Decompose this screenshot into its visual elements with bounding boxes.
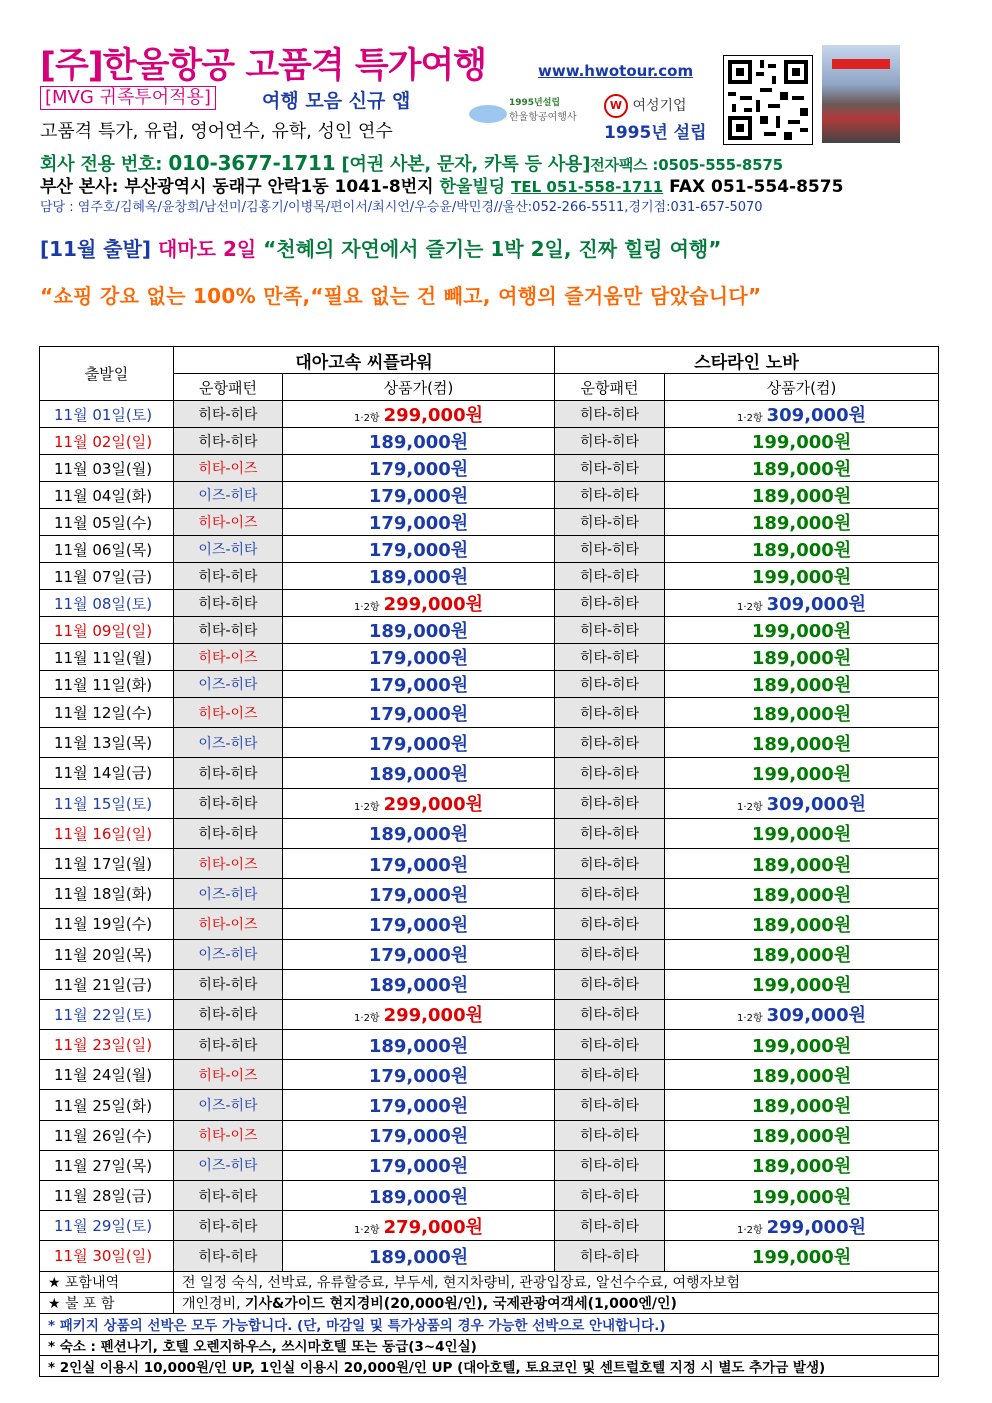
ship1-pattern: 히타-히타 — [174, 999, 283, 1029]
building-photo — [822, 45, 900, 143]
table-row — [40, 758, 939, 788]
women-business-label: 여성기업 — [632, 98, 687, 114]
ship2-price-value: 199,000원 — [751, 763, 852, 785]
ship2-pattern: 히타-히타 — [555, 401, 665, 428]
ship2-pattern: 히타-히타 — [555, 788, 665, 818]
logo-company: 한울항공여행사 — [509, 112, 577, 123]
ship2-price — [665, 969, 939, 999]
ship1-price — [283, 788, 555, 818]
ship2-price-value: 189,000원 — [751, 854, 852, 876]
table-row — [40, 428, 939, 455]
departure-date: 11월 28일(금) — [40, 1181, 174, 1211]
included-text: 전 일정 숙식, 선박료, 유류할증료, 부두세, 현지차량비, 관광입장료, 알선수수료, 여행자보험 — [174, 1271, 939, 1292]
departure-date: 11월 12일(수) — [40, 698, 174, 728]
table-row — [40, 818, 939, 848]
ship1-pattern: 이즈-히타 — [174, 671, 283, 698]
ship1-price-value: 179,000원 — [368, 513, 469, 534]
ship2-price — [665, 879, 939, 909]
table-row — [40, 617, 939, 644]
hanul-logo — [467, 95, 597, 131]
ship2-price — [665, 482, 939, 509]
ship1-price — [283, 563, 555, 590]
ship2-pattern: 히타-히타 — [555, 1211, 665, 1241]
departure-date: 11월 23일(일) — [40, 1030, 174, 1060]
table-row — [40, 698, 939, 728]
ship1-pattern: 히타-이즈 — [174, 848, 283, 878]
ship2-pattern: 히타-히타 — [555, 848, 665, 878]
ship2-price — [665, 1150, 939, 1180]
ship2-price-value: 309,000원 — [766, 594, 866, 615]
women-business-icon: W — [604, 94, 628, 118]
ship1-pattern: 히타-이즈 — [174, 909, 283, 939]
ship2-price — [665, 1211, 939, 1241]
ship2-pattern: 히타-히타 — [555, 455, 665, 482]
schedule-rows — [40, 401, 939, 1272]
ship2-price — [665, 1030, 939, 1060]
ship1-price — [283, 644, 555, 671]
ship1-pattern: 이즈-히타 — [174, 879, 283, 909]
ship2-price — [665, 563, 939, 590]
efax: 전자팩스 :0505-555-8575 — [590, 156, 783, 174]
table-row — [40, 509, 939, 536]
ship1-price — [283, 999, 555, 1029]
headline — [40, 233, 721, 262]
hq-address: 부산 본사: 부산광역시 동래구 안락1동 1041-8번지 — [40, 177, 434, 197]
table-row — [40, 728, 939, 758]
building-name: 한울빌딩 — [439, 177, 506, 197]
ship2-pattern: 히타-히타 — [555, 758, 665, 788]
ship2-pattern: 히타-히타 — [555, 909, 665, 939]
ship1-price-value: 179,000원 — [368, 648, 469, 669]
ship1-price — [283, 698, 555, 728]
ship2-pattern: 히타-히타 — [555, 1150, 665, 1180]
ship2-price-value: 189,000원 — [751, 513, 852, 534]
ship2-price — [665, 909, 939, 939]
ship1-price-value: 299,000원 — [383, 1005, 483, 1027]
ship2-price-value: 309,000원 — [766, 405, 866, 426]
excluded-guide: 기사&가이드 현지경비(20,000원/인), 국제관광여객세(1,000엔/인) — [245, 1295, 677, 1312]
col-departure-date: 출발일 — [40, 347, 174, 401]
ship2-price-value: 199,000원 — [751, 824, 852, 846]
ship2-price-value: 199,000원 — [751, 567, 852, 588]
table-row — [40, 969, 939, 999]
ship1-price-value: 179,000원 — [368, 914, 469, 936]
ship1-price — [283, 969, 555, 999]
ship2-pattern: 히타-히타 — [555, 617, 665, 644]
price-prefix: 1·2항 — [354, 602, 380, 613]
ship2-pattern: 히타-히타 — [555, 728, 665, 758]
ship1-price-value: 179,000원 — [368, 486, 469, 507]
ship1-price — [283, 1060, 555, 1090]
ship1-price-value: 179,000원 — [368, 1065, 469, 1087]
departure-date: 11월 01일(토) — [40, 401, 174, 428]
ship1-pattern: 히타-이즈 — [174, 698, 283, 728]
ship2-pattern: 히타-히타 — [555, 1030, 665, 1060]
note-lodging: * 숙소 : 펜션나기, 호텔 오렌지하우스, 쓰시마호텔 또는 동급(3~4인실) — [40, 1334, 939, 1355]
excluded-label: ★ 불 포 함 — [40, 1292, 174, 1313]
ship1-price-value: 189,000원 — [368, 1186, 469, 1208]
table-row — [40, 999, 939, 1029]
ship1-pattern: 이즈-히타 — [174, 482, 283, 509]
ship1-pattern: 이즈-히타 — [174, 1150, 283, 1180]
established-label: 1995년 설립 — [604, 123, 707, 143]
departure-date: 11월 11일(월) — [40, 644, 174, 671]
table-row — [40, 848, 939, 878]
departure-date: 11월 22일(토) — [40, 999, 174, 1029]
company-phone[interactable]: 010-3677-1711 — [168, 151, 336, 175]
ship1-price — [283, 909, 555, 939]
departure-date: 11월 30일(일) — [40, 1241, 174, 1271]
ship1-price — [283, 455, 555, 482]
table-row — [40, 1241, 939, 1271]
ship2-price — [665, 617, 939, 644]
ship2-price — [665, 1060, 939, 1090]
ship2-price — [665, 1181, 939, 1211]
ship1-pattern: 히타-히타 — [174, 563, 283, 590]
ship2-price-value: 199,000원 — [751, 621, 852, 642]
ship1-price-value: 189,000원 — [368, 975, 469, 997]
ship1-price-value: 189,000원 — [368, 763, 469, 785]
ship1-price — [283, 1090, 555, 1120]
ship1-price — [283, 428, 555, 455]
ship1-price — [283, 1181, 555, 1211]
departure-date: 11월 26일(수) — [40, 1120, 174, 1150]
table-row — [40, 1181, 939, 1211]
ship1-price-value: 299,000원 — [383, 594, 483, 615]
price-prefix: 1·2항 — [737, 802, 763, 814]
ship1-pattern: 이즈-히타 — [174, 1090, 283, 1120]
table-row — [40, 401, 939, 428]
ship2-pattern: 히타-히타 — [555, 818, 665, 848]
ship2-price-value: 189,000원 — [751, 1126, 852, 1148]
ship2-price — [665, 848, 939, 878]
logo-year: 1995년설립 — [509, 98, 561, 108]
table-row — [40, 1060, 939, 1090]
table-row — [40, 788, 939, 818]
subtitle: 고품격 특가, 유럽, 영어연수, 유학, 성인 연수 — [40, 121, 393, 142]
ship2-price — [665, 428, 939, 455]
ship2-pattern: 히타-히타 — [555, 999, 665, 1029]
ship1-price — [283, 590, 555, 617]
ship1-pattern: 히타-히타 — [174, 1241, 283, 1271]
ship1-pattern: 히타-히타 — [174, 428, 283, 455]
ship1-price — [283, 818, 555, 848]
table-row — [40, 1150, 939, 1180]
ship1-price-value: 189,000원 — [368, 1246, 469, 1268]
ship1-pattern: 히타-이즈 — [174, 1060, 283, 1090]
price-prefix: 1·2항 — [354, 413, 380, 424]
table-row — [40, 644, 939, 671]
note-ship: * 패키지 상품의 선박은 모두 가능합니다. (단, 마감일 및 특가상품의 경우 가능한 선박으로 안내합니다.) — [40, 1313, 939, 1334]
ship1-price-value: 189,000원 — [368, 621, 469, 642]
ship2-price — [665, 671, 939, 698]
ship2-price-value: 189,000원 — [751, 648, 852, 669]
departure-date: 11월 05일(수) — [40, 509, 174, 536]
ship2-price — [665, 509, 939, 536]
ship1-pattern: 히타-히타 — [174, 788, 283, 818]
page-title: [주]한울항공 고품격 특가여행 — [40, 46, 487, 86]
ship2-price-value: 309,000원 — [766, 1005, 866, 1027]
ship1-price-value: 179,000원 — [368, 854, 469, 876]
ship1-price — [283, 728, 555, 758]
excluded-text — [174, 1292, 939, 1313]
ship2-price — [665, 939, 939, 969]
ship2-price-value: 199,000원 — [751, 1035, 852, 1057]
airplane-logo-icon — [469, 105, 507, 123]
company-phone-label: 회사 전용 번호: — [40, 154, 163, 175]
departure-date: 11월 06일(목) — [40, 536, 174, 563]
ship2-price — [665, 788, 939, 818]
price-prefix: 1·2항 — [737, 602, 763, 613]
ship1-price-value: 179,000원 — [368, 703, 469, 725]
ship1-price — [283, 1120, 555, 1150]
ship1-price — [283, 1150, 555, 1180]
ship2-price-value: 199,000원 — [751, 1246, 852, 1268]
ship1-price-value: 179,000원 — [368, 1096, 469, 1118]
departure-date: 11월 17일(월) — [40, 848, 174, 878]
ship1-pattern: 히타-이즈 — [174, 455, 283, 482]
ship1-price-value: 279,000원 — [383, 1216, 483, 1238]
ship1-pattern: 히타-이즈 — [174, 1120, 283, 1150]
ship2-pattern: 히타-히타 — [555, 671, 665, 698]
ship2-pattern: 히타-히타 — [555, 879, 665, 909]
ship2-price — [665, 644, 939, 671]
table-row — [40, 909, 939, 939]
table-row — [40, 590, 939, 617]
departure-date: 11월 07일(금) — [40, 563, 174, 590]
ship1-price — [283, 1211, 555, 1241]
departure-date: 11월 04일(화) — [40, 482, 174, 509]
qr-code-icon[interactable] — [723, 55, 813, 145]
ship2-price — [665, 455, 939, 482]
website-link[interactable]: www.hwotour.com — [538, 62, 694, 80]
ship2-price-value: 189,000원 — [751, 540, 852, 561]
departure-date: 11월 03일(월) — [40, 455, 174, 482]
ship2-price-value: 189,000원 — [751, 733, 852, 755]
ship1-pattern: 히타-히타 — [174, 1211, 283, 1241]
tagline: “쇼핑 강요 없는 100% 만족,“필요 없는 건 빼고, 여행의 즐거움만 담았습니다” — [40, 284, 762, 308]
ship1-pattern: 히타-히타 — [174, 818, 283, 848]
ship2-pattern: 히타-히타 — [555, 428, 665, 455]
price-prefix: 1·2항 — [737, 413, 763, 424]
ship1-price-value: 179,000원 — [368, 884, 469, 906]
ship1-price — [283, 671, 555, 698]
ship2-col-pattern: 운항패턴 — [555, 374, 665, 401]
ship1-price-value: 189,000원 — [368, 432, 469, 453]
departure-date: 11월 24일(월) — [40, 1060, 174, 1090]
departure-date: 11월 21일(금) — [40, 969, 174, 999]
ship1-price — [283, 939, 555, 969]
ship1-price-value: 179,000원 — [368, 540, 469, 561]
ship1-price-value: 189,000원 — [368, 567, 469, 588]
price-prefix: 1·2항 — [354, 1224, 380, 1236]
ship2-price-value: 189,000원 — [751, 945, 852, 967]
ship1-pattern: 히타-히타 — [174, 969, 283, 999]
ship1-price-value: 179,000원 — [368, 733, 469, 755]
ship1-pattern: 히타-히타 — [174, 617, 283, 644]
ship1-price — [283, 401, 555, 428]
ship2-price-value: 189,000원 — [751, 703, 852, 725]
ship2-price — [665, 590, 939, 617]
departure-date: 11월 18일(화) — [40, 879, 174, 909]
ship2-pattern: 히타-히타 — [555, 698, 665, 728]
table-row — [40, 1090, 939, 1120]
departure-date: 11월 09일(일) — [40, 617, 174, 644]
ship2-price — [665, 758, 939, 788]
departure-date: 11월 16일(일) — [40, 818, 174, 848]
price-prefix: 1·2항 — [737, 1013, 763, 1025]
table-row — [40, 879, 939, 909]
table-row — [40, 536, 939, 563]
table-row — [40, 482, 939, 509]
table-row — [40, 671, 939, 698]
ship1-price — [283, 536, 555, 563]
included-label: ★ 포함내역 — [40, 1271, 174, 1292]
ship1-price-value: 179,000원 — [368, 675, 469, 696]
ship2-price — [665, 401, 939, 428]
ship1-col-pattern: 운항패턴 — [174, 374, 283, 401]
ship2-header: 스타라인 노바 — [555, 347, 939, 374]
ship2-price — [665, 999, 939, 1029]
ship2-price — [665, 1120, 939, 1150]
ship1-pattern: 이즈-히타 — [174, 728, 283, 758]
ship2-pattern: 히타-히타 — [555, 536, 665, 563]
ship2-price-value: 189,000원 — [751, 486, 852, 507]
ship2-pattern: 히타-히타 — [555, 969, 665, 999]
ship2-price — [665, 728, 939, 758]
ship2-price-value: 189,000원 — [751, 914, 852, 936]
ship1-pattern: 이즈-히타 — [174, 536, 283, 563]
ship1-price-value: 179,000원 — [368, 1126, 469, 1148]
ship1-price — [283, 848, 555, 878]
price-prefix: 1·2항 — [354, 1013, 380, 1025]
ship2-pattern: 히타-히타 — [555, 563, 665, 590]
departure-date: 11월 25일(화) — [40, 1090, 174, 1120]
ship2-price — [665, 1241, 939, 1271]
departure-date: 11월 20일(목) — [40, 939, 174, 969]
women-business-logo — [604, 94, 687, 118]
ship1-price — [283, 758, 555, 788]
mvg-tag: [MVG 귀족투어적용] — [40, 86, 216, 110]
departure-date: 11월 14일(금) — [40, 758, 174, 788]
ship1-price — [283, 879, 555, 909]
ship2-price-value: 189,000원 — [751, 884, 852, 906]
ship2-pattern: 히타-히타 — [555, 482, 665, 509]
ship1-pattern: 히타-이즈 — [174, 644, 283, 671]
ship2-price — [665, 1090, 939, 1120]
ship2-pattern: 히타-히타 — [555, 590, 665, 617]
ship2-col-price: 상품가(컴) — [665, 374, 939, 401]
tel-number[interactable]: TEL 051-558-1711 — [511, 178, 664, 196]
table-row — [40, 1120, 939, 1150]
note-room-upgrade: * 2인실 이용시 10,000원/인 UP, 1인실 이용시 20,000원/인 UP (대아호텔, 토요코인 및 센트럴호텔 지정 시 별도 추가금 발생) — [40, 1355, 939, 1376]
ship1-price — [283, 1030, 555, 1060]
staff-list: 담당 : 염주호/김혜옥/윤창희/남선미/김홍기/이병목/편이서/최시언/우승윤/박민경//울산:052-266-5511,경기점:031-657-5070 — [40, 200, 763, 215]
ship1-pattern: 히타-히타 — [174, 1181, 283, 1211]
ship1-price — [283, 509, 555, 536]
ship1-pattern: 이즈-히타 — [174, 939, 283, 969]
ship2-price-value: 189,000원 — [751, 1096, 852, 1118]
ship1-pattern: 히타-히타 — [174, 1030, 283, 1060]
table-row — [40, 563, 939, 590]
ship1-price-value: 179,000원 — [368, 945, 469, 967]
ship1-price-value: 179,000원 — [368, 1156, 469, 1178]
ship2-price — [665, 536, 939, 563]
ship2-pattern: 히타-히타 — [555, 1090, 665, 1120]
ship2-price — [665, 698, 939, 728]
ship2-price-value: 189,000원 — [751, 1065, 852, 1087]
ship1-price-value: 299,000원 — [383, 794, 483, 816]
ship2-pattern: 히타-히타 — [555, 1060, 665, 1090]
departure-date: 11월 15일(토) — [40, 788, 174, 818]
price-prefix: 1·2항 — [737, 1224, 763, 1236]
table-row — [40, 939, 939, 969]
departure-date: 11월 29일(토) — [40, 1211, 174, 1241]
headline-month: [11월 출발] — [40, 237, 152, 261]
price-prefix: 1·2항 — [354, 802, 380, 814]
ship1-price — [283, 617, 555, 644]
departure-date: 11월 13일(목) — [40, 728, 174, 758]
ship2-pattern: 히타-히타 — [555, 939, 665, 969]
departure-date: 11월 11일(화) — [40, 671, 174, 698]
departure-date: 11월 08일(토) — [40, 590, 174, 617]
ship2-price-value: 199,000원 — [751, 432, 852, 453]
ship2-price — [665, 818, 939, 848]
ship1-price-value: 189,000원 — [368, 1035, 469, 1057]
ship2-price-value: 199,000원 — [751, 1186, 852, 1208]
ship2-price-value: 189,000원 — [751, 1156, 852, 1178]
ship1-pattern: 히타-이즈 — [174, 509, 283, 536]
departure-date: 11월 19일(수) — [40, 909, 174, 939]
ship2-pattern: 히타-히타 — [555, 1181, 665, 1211]
ship1-col-price: 상품가(컴) — [283, 374, 555, 401]
ship1-price-value: 299,000원 — [383, 405, 483, 426]
ship1-price-value: 189,000원 — [368, 824, 469, 846]
ship2-pattern: 히타-히타 — [555, 1120, 665, 1150]
ship1-pattern: 히타-히타 — [174, 758, 283, 788]
excluded-personal: 개인경비, — [182, 1295, 245, 1312]
ship1-price — [283, 1241, 555, 1271]
departure-date: 11월 02일(일) — [40, 428, 174, 455]
app-label: 여행 모음 신규 앱 — [262, 90, 411, 112]
phone-note: [여권 사본, 문자, 카톡 등 사용] — [341, 154, 591, 175]
ship2-price-value: 309,000원 — [766, 794, 866, 816]
ship2-price-value: 299,000원 — [766, 1216, 866, 1238]
schedule-table — [39, 346, 939, 1377]
departure-date: 11월 27일(목) — [40, 1150, 174, 1180]
ship2-pattern: 히타-히타 — [555, 1241, 665, 1271]
ship1-price — [283, 482, 555, 509]
table-row — [40, 1211, 939, 1241]
fax-number: FAX 051-554-8575 — [669, 177, 844, 197]
ship2-pattern: 히타-히타 — [555, 644, 665, 671]
ship2-price-value: 199,000원 — [751, 975, 852, 997]
table-row — [40, 1030, 939, 1060]
table-row — [40, 455, 939, 482]
ship2-price-value: 189,000원 — [751, 675, 852, 696]
ship2-pattern: 히타-히타 — [555, 509, 665, 536]
headline-slogan: “천혜의 자연에서 즐기는 1박 2일, 진짜 힐링 여행” — [263, 237, 722, 261]
hq-address-line — [40, 172, 843, 197]
ship2-price-value: 189,000원 — [751, 459, 852, 480]
ship1-pattern: 히타-히타 — [174, 401, 283, 428]
ship1-pattern: 히타-히타 — [174, 590, 283, 617]
ship1-header: 대아고속 씨플라워 — [174, 347, 555, 374]
headline-product: 대마도 2일 — [158, 237, 257, 261]
ship1-price-value: 179,000원 — [368, 459, 469, 480]
